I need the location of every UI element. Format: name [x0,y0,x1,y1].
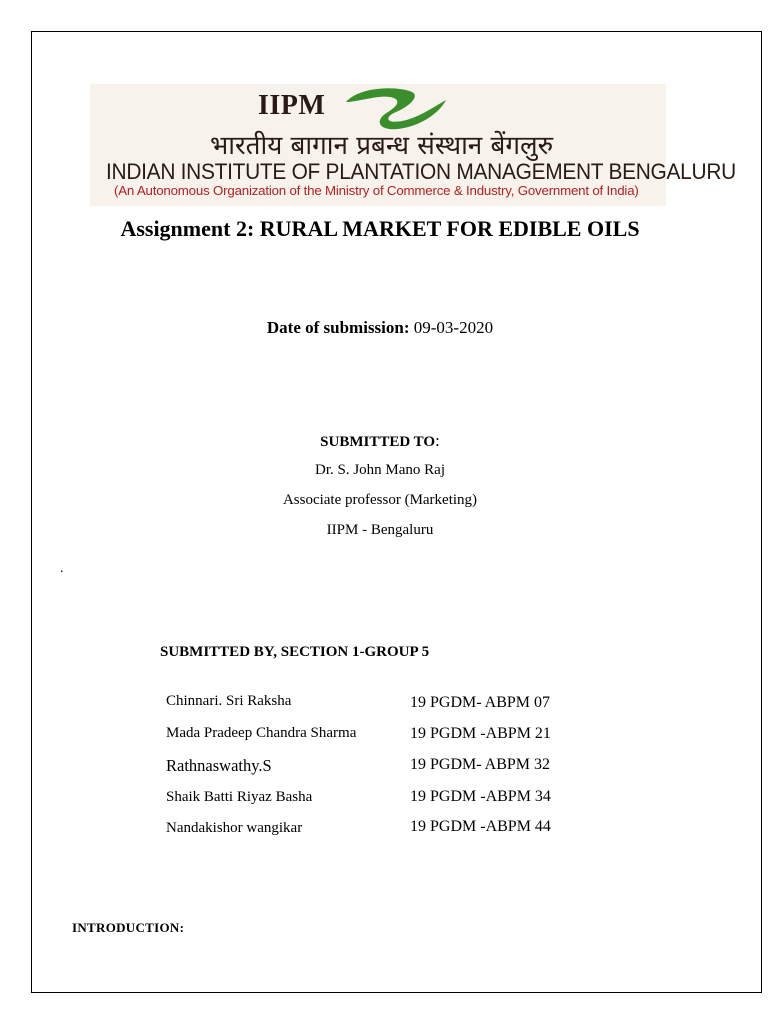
submitted-to-institution: IIPM - Bengaluru [326,522,434,538]
submitted-by-heading: SUBMITTED BY, SECTION 1-GROUP 5 [160,644,430,660]
logo-hindi-name: भारतीय बागान प्रबन्ध संस्थान बेंगलुरु [210,131,554,161]
logo-full-name: INDIAN INSTITUTE OF PLANTATION MANAGEMENT BENGALURU [106,159,736,184]
date-label: Date of submission: [266,318,410,337]
logo-swoosh-icon [340,84,450,132]
member-id: 19 PGDM- ABPM 07 [410,694,551,711]
member-name: Chinnari. Sri Raksha [166,693,292,709]
logo-short-name: IIPM [258,90,326,121]
assignment-title: Assignment 2: RURAL MARKET FOR EDIBLE OILS [120,216,640,241]
member-name: Rathnaswathy.S [166,756,272,775]
submitted-to-heading: SUBMITTED TO: [320,431,440,450]
member-id: 19 PGDM -ABPM 44 [410,818,551,835]
logo-subtitle: (An Autonomous Organization of the Ministry of Commerce & Industry, Government of India) [114,183,639,198]
member-name: Nandakishor wangikar [166,820,303,836]
stray-dot: . [60,561,64,576]
member-id: 19 PGDM -ABPM 21 [410,725,551,742]
member-id: 19 PGDM -ABPM 34 [410,788,551,805]
submission-date [0,318,760,338]
member-name: Shaik Batti Riyaz Basha [166,789,313,805]
introduction-heading: INTRODUCTION: [72,920,185,935]
date-value: 09-03-2020 [413,318,494,337]
submitted-to-designation: Associate professor (Marketing) [282,492,478,508]
submitted-to-name: Dr. S. John Mano Raj [314,462,445,478]
iipm-logo [90,84,736,206]
member-name: Mada Pradeep Chandra Sharma [166,725,357,741]
member-id: 19 PGDM- ABPM 32 [410,756,551,773]
